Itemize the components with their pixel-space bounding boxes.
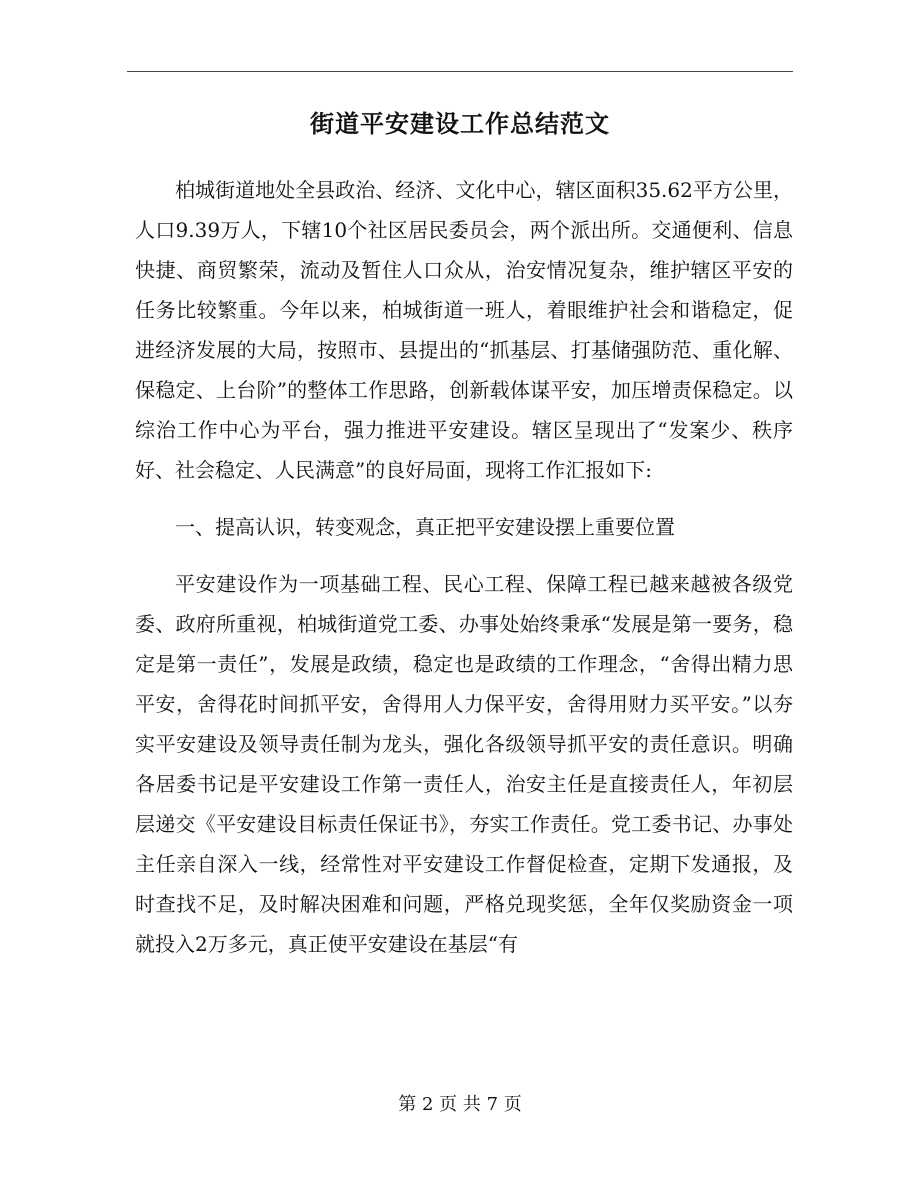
document-title: 街道平安建设工作总结范文 bbox=[310, 109, 610, 138]
paragraph-intro: 柏城街道地处全县政治、经济、文化中心，辖区面积35.62平方公里，人口9.39万人，下辖10个社区居民委员会，两个派出所。交通便利、信息快捷、商贸繁荣，流动及暂住人口众从，治安情况复杂，维护辖区平安的任务比较繁重。今年以来，柏城街道一班人，着眼维护社会和谐稳定，促进经济发展的大局，按照市、县提出的“抓基层、打基储强防范、重化解、保稳定、上台阶”的整体工作思路，创新载体谋平安，加压增责保稳定。以综治工作中心为平台，强力推进平安建设。辖区呈现出了“发案少、秩序好、社会稳定、人民满意”的良好局面，现将工作汇报如下: bbox=[135, 178, 793, 482]
document-body bbox=[135, 170, 793, 964]
section-heading: 一、提高认识，转变观念，真正把平安建设摆上重要位置 bbox=[175, 515, 675, 539]
page-number: 第 2 页 共 7 页 bbox=[398, 1094, 522, 1115]
header-rule bbox=[127, 71, 793, 72]
paragraph-section-1: 平安建设作为一项基础工程、民心工程、保障工程已越来越被各级党委、政府所重视，柏城街道党工委、办事处始终秉承“发展是第一要务，稳定是第一责任”，发展是政绩，稳定也是政绩的工作理念，“舍得出精力思平安，舍得花时间抓平安，舍得用人力保平安，舍得用财力买平安。”以夯实平安建设及领导责任制为龙头，强化各级领导抓平安的责任意识。明确各居委书记是平安建设工作第一责任人，治安主任是直接责任人，年初层层递交《平安建设目标责任保证书》，夯实工作责任。党工委书记、办事处主任亲自深入一线，经常性对平安建设工作督促检查，定期下发通报，及时查找不足，及时解决困难和问题，严格兑现奖惩，全年仅奖励资金一项就投入2万多元，真正使平安建设在基层“有 bbox=[135, 572, 793, 956]
